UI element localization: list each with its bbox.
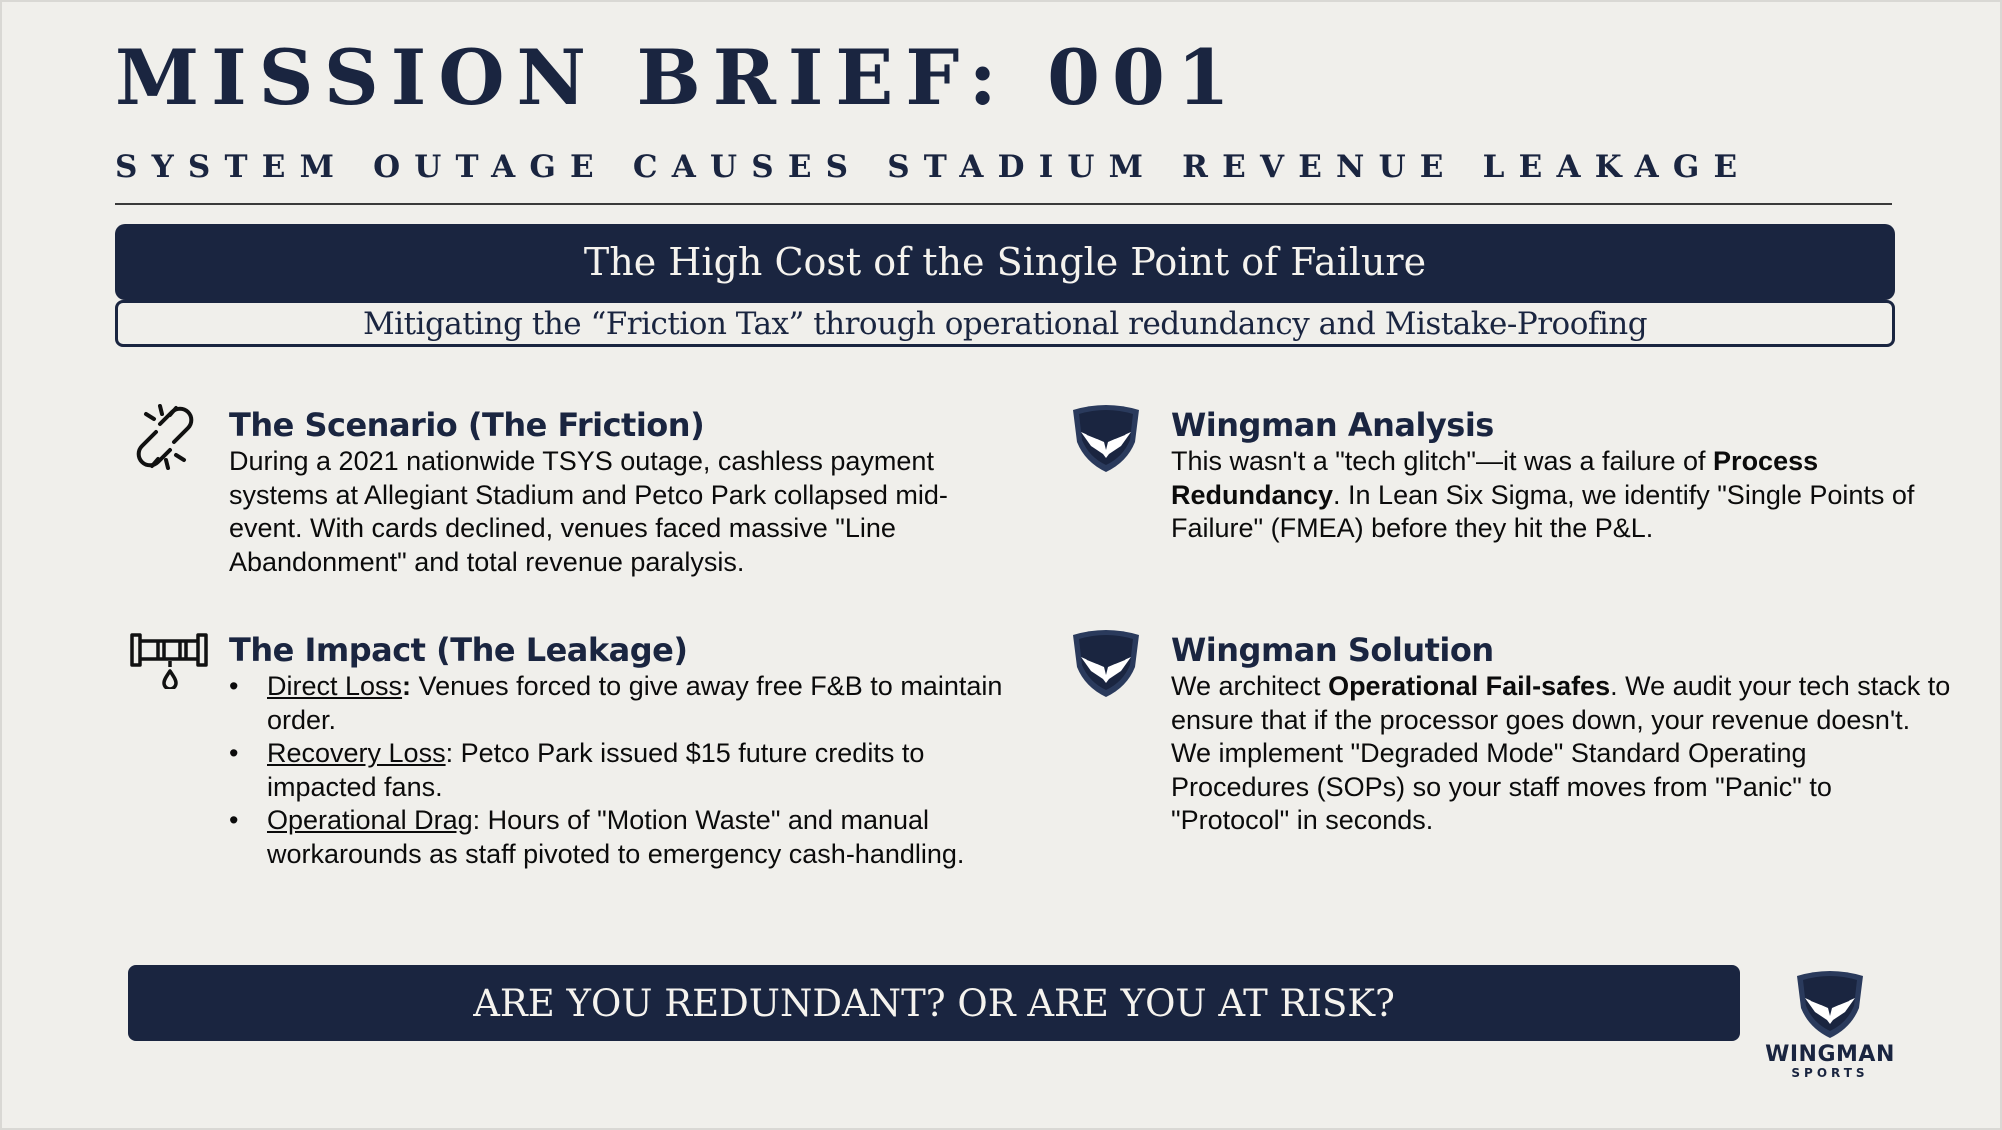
analysis-text: This wasn't a "tech glitch"—it was a failure of xyxy=(1171,446,1714,476)
list-item xyxy=(229,737,1029,804)
bullet-label: Direct Loss xyxy=(267,671,403,701)
logo-sub: SPORTS xyxy=(1791,1066,1869,1080)
bullet-sep: : xyxy=(402,671,412,701)
wingman-shield-logo-icon xyxy=(1765,968,1895,1040)
bullet-label: Operational Drag xyxy=(267,805,473,835)
bullet-text: Petco Park issued $15 future credits to impacted fans. xyxy=(267,738,925,802)
leaking-pipe-icon xyxy=(130,631,208,689)
scenario-heading: The Scenario (The Friction) xyxy=(229,406,705,444)
tagline-box xyxy=(115,300,1895,347)
wingman-shield-icon xyxy=(1067,402,1145,474)
wingman-logo xyxy=(1765,968,1895,1080)
bullet-text: Hours of "Motion Waste" and manual workarounds as staff pivoted to emergency cash-handling. xyxy=(267,805,965,869)
solution-body xyxy=(1171,670,1951,838)
bullet-label: Recovery Loss xyxy=(267,738,446,768)
analysis-body xyxy=(1171,445,1961,546)
solution-bold: Operational Fail-safes xyxy=(1328,671,1611,701)
headline-banner xyxy=(115,224,1895,300)
scenario-body: During a 2021 nationwide TSYS outage, cashless payment systems at Allegiant Stadium and Petco Park collapsed mid-event. With cards declined, venues faced massive "Line Abandonment" and total revenue paralysis. xyxy=(229,446,948,577)
impact-list xyxy=(229,670,1029,871)
bullet-text: Venues forced to give away free F&B to maintain order. xyxy=(267,671,1003,735)
banner-title: The High Cost of the Single Point of Failure xyxy=(583,240,1427,284)
divider xyxy=(115,203,1892,205)
analysis-text-cont: . In Lean Six Sigma, we identify "Single Points of Failure" (FMEA) before they hit the P&L. xyxy=(1171,479,1915,543)
analysis-section xyxy=(1171,405,1961,546)
bullet-sep: : xyxy=(472,805,481,835)
page-subtitle: SYSTEM OUTAGE CAUSES STADIUM REVENUE LEAKAGE xyxy=(115,149,1752,185)
impact-heading: The Impact (The Leakage) xyxy=(229,631,688,669)
bullet-sep: : xyxy=(445,738,454,768)
analysis-heading: Wingman Analysis xyxy=(1171,406,1494,444)
cta-text: ARE YOU REDUNDANT? OR ARE YOU AT RISK? xyxy=(473,981,1395,1025)
solution-text-cont: . We audit your tech stack to ensure that if the processor goes down, your revenue doesn't. We implement "Degraded Mode" Standard Operating Procedures (SOPs) so your staff moves from "Panic" to "Protocol" in seconds. xyxy=(1171,671,1951,835)
list-item xyxy=(229,670,1029,737)
list-item xyxy=(229,804,1029,871)
cta-banner xyxy=(128,965,1740,1041)
scenario-section xyxy=(229,405,999,579)
page-title: MISSION BRIEF: 001 xyxy=(115,33,1242,122)
tagline-text: Mitigating the “Friction Tax” through operational redundancy and Mistake-Proofing xyxy=(362,305,1648,342)
solution-text: We architect xyxy=(1171,671,1329,701)
analysis-bold: Process Redundancy xyxy=(1171,446,1819,510)
solution-heading: Wingman Solution xyxy=(1171,631,1494,669)
wingman-shield-icon xyxy=(1067,627,1145,699)
logo-name: WINGMAN xyxy=(1765,1042,1895,1067)
solution-section xyxy=(1171,630,1951,838)
broken-link-icon xyxy=(126,404,204,470)
impact-section xyxy=(229,630,1029,871)
